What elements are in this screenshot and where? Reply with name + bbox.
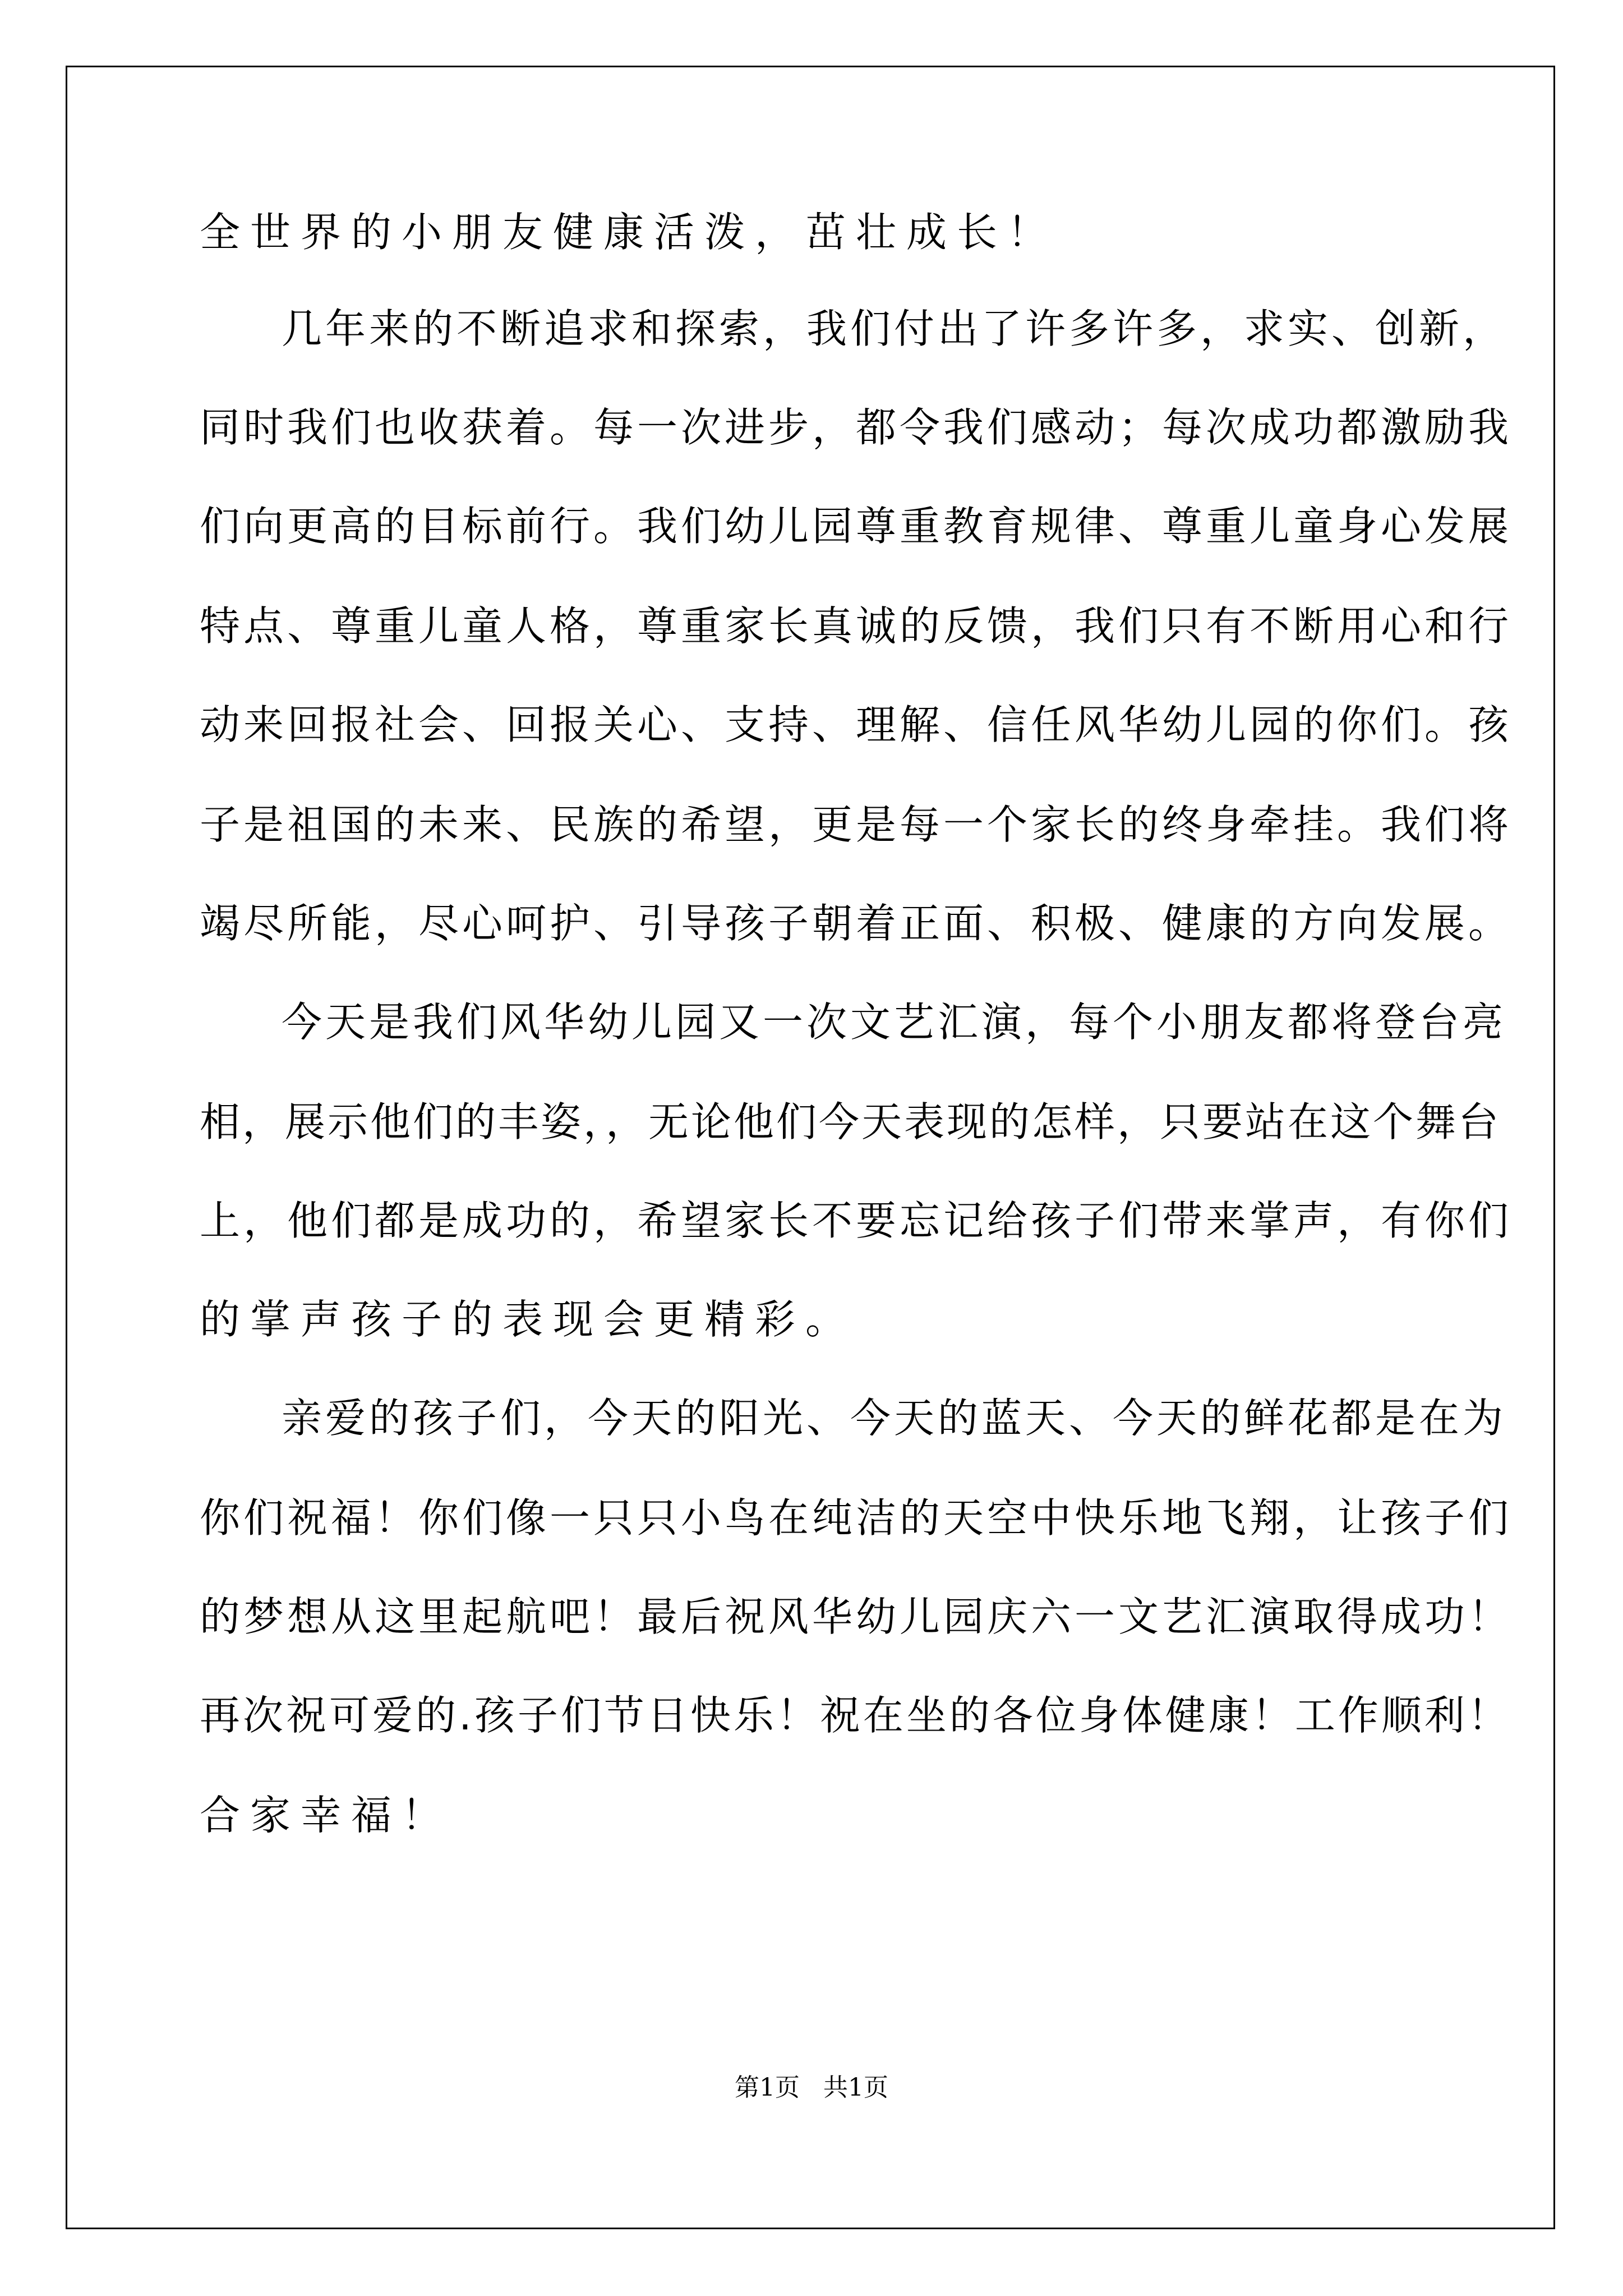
body-line: 同时我们也收获着。每一次进步，都令我们感动；每次成功都激励我 — [200, 404, 1513, 451]
body-line: 亲爱的孩子们，今天的阳光、今天的蓝天、今天的鲜花都是在为 — [282, 1395, 1507, 1442]
body-line: 全世界的小朋友健康活泼，茁壮成长！ — [200, 209, 1058, 256]
body-line: 的掌声孩子的表现会更精彩。 — [200, 1296, 856, 1343]
body-line: 竭尽所能，尽心呵护、引导孩子朝着正面、积极、健康的方向发展。 — [200, 900, 1513, 947]
body-line: 相，展示他们的丰姿，，无论他们今天表现的怎样，只要站在这个舞台 — [200, 1098, 1501, 1145]
body-line: 的梦想从这里起航吧！最后祝风华幼儿园庆六一文艺汇演取得成功！ — [200, 1593, 1513, 1640]
body-line: 你们祝福！你们像一只只小鸟在纯洁的天空中快乐地飞翔，让孩子们 — [200, 1494, 1513, 1542]
body-line: 再次祝可爱的.孩子们节日快乐！祝在坐的各位身体健康！工作顺利！ — [200, 1692, 1511, 1739]
body-line: 们向更高的目标前行。我们幼儿园尊重教育规律、尊重儿童身心发展 — [200, 503, 1513, 550]
body-line: 今天是我们风华幼儿园又一次文艺汇演，每个小朋友都将登台亮 — [282, 999, 1507, 1046]
body-line: 特点、尊重儿童人格，尊重家长真诚的反馈，我们只有不断用心和行 — [200, 602, 1513, 650]
body-line: 动来回报社会、回报关心、支持、理解、信任风华幼儿园的你们。孩 — [200, 701, 1513, 748]
body-line: 几年来的不断追求和探索，我们付出了许多许多，求实、创新， — [282, 305, 1507, 352]
page-number-footer: 第1页 共1页 — [735, 2073, 888, 2102]
body-line: 子是祖国的未来、民族的希望，更是每一个家长的终身牵挂。我们将 — [200, 801, 1513, 848]
page-border — [66, 66, 1555, 2229]
body-line: 上，他们都是成功的，希望家长不要忘记给孩子们带来掌声，有你们 — [200, 1197, 1513, 1244]
body-line: 合家幸福！ — [200, 1792, 453, 1839]
